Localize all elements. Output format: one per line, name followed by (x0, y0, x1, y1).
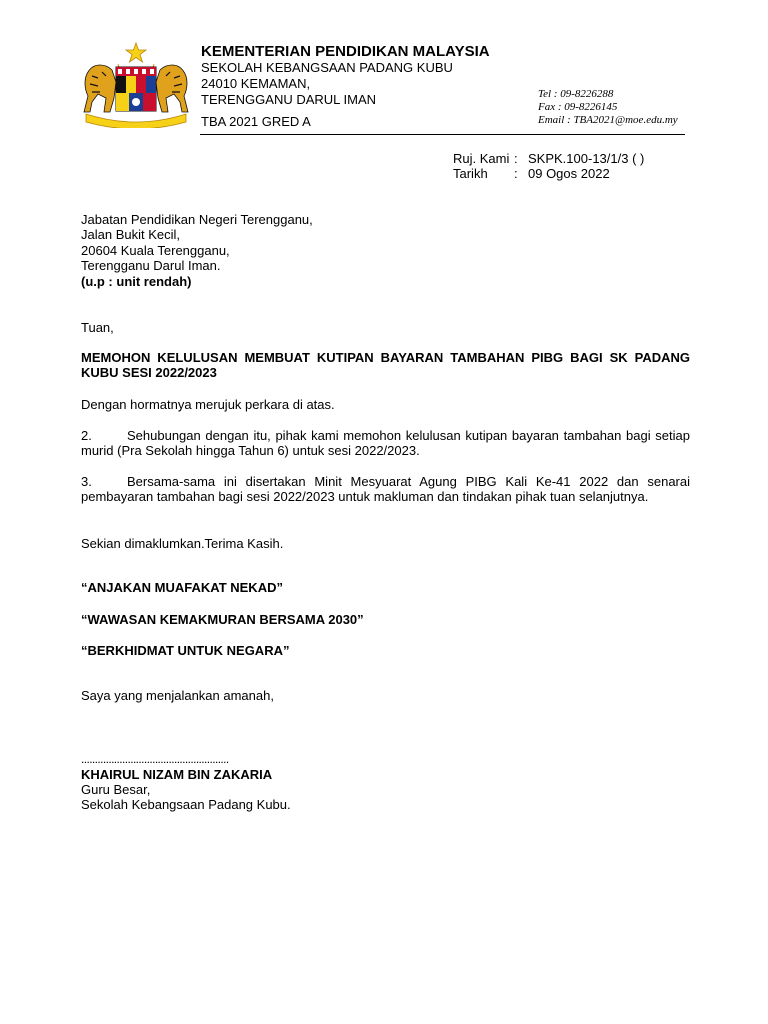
ref-label: Ruj. Kami (453, 151, 510, 166)
signature-line: ...................................................... (81, 752, 229, 766)
letter-subject: MEMOHON KELULUSAN MEMBUAT KUTIPAN BAYARAN TAMBAHAN PIBG BAGI SK PADANG KUBU SESI 2022/2023 (81, 350, 690, 380)
slogan: “ANJAKAN MUAFAKAT NEKAD” (81, 580, 283, 595)
slogan: “WAWASAN KEMAKMURAN BERSAMA 2030” (81, 612, 364, 627)
school-name: SEKOLAH KEBANGSAAN PADANG KUBU (201, 60, 453, 75)
recipient-line: Jalan Bukit Kecil, (81, 227, 180, 243)
contact-fax: Fax : 09-8226145 (538, 101, 618, 113)
signature-intro: Saya yang menjalankan amanah, (81, 688, 274, 703)
date-value: 09 Ogos 2022 (528, 166, 610, 181)
recipient-line: Jabatan Pendidikan Negeri Terengganu, (81, 212, 313, 227)
ref-value: SKPK.100-13/1/3 ( ) (528, 151, 645, 166)
paragraph-number: 3. (81, 474, 92, 489)
paragraph-text: Sehubungan dengan itu, pihak kami memohon kelulusan kutipan bayaran tambahan bagi setiap murid (Pra Sekolah hingga Tahun 6) untuk sesi 2022/2023. (81, 428, 690, 458)
date-separator: : (514, 166, 518, 181)
signatory-organization: Sekolah Kebangsaan Padang Kubu. (81, 797, 291, 812)
school-postcode-town: 24010 KEMAMAN, (201, 76, 311, 91)
school-state: TERENGGANU DARUL IMAN (201, 92, 377, 107)
letterhead-divider (200, 134, 685, 135)
opening-line: Dengan hormatnya merujuk perkara di atas. (81, 397, 335, 412)
paragraph-number: 2. (81, 428, 92, 443)
school-code: TBA 2021 GRED A (201, 114, 311, 129)
ref-separator: : (514, 151, 518, 166)
signatory-name: KHAIRUL NIZAM BIN ZAKARIA (81, 767, 273, 782)
recipient-attention: (u.p : unit rendah) (81, 273, 192, 289)
slogan: “BERKHIDMAT UNTUK NEGARA” (81, 643, 290, 658)
recipient-address (81, 212, 313, 289)
salutation: Tuan, (81, 320, 114, 335)
contact-block (538, 88, 678, 127)
paragraph-2 (81, 428, 690, 458)
ministry-name: KEMENTERIAN PENDIDIKAN MALAYSIA (201, 43, 490, 60)
closing-line: Sekian dimaklumkan.Terima Kasih. (81, 536, 284, 551)
contact-tel: Tel : 09-8226288 (538, 88, 614, 100)
date-label: Tarikh (453, 166, 488, 181)
recipient-line: 20604 Kuala Terengganu, (81, 242, 230, 258)
paragraph-text: Bersama-sama ini disertakan Minit Mesyuarat Agung PIBG Kali Ke-41 2022 dan senarai pembayaran tambahan bagi sesi 2022/2023 untuk makluman dan tindakan pihak tuan selanjutnya. (81, 474, 690, 504)
paragraph-3 (81, 474, 690, 504)
reference-block (453, 151, 644, 181)
malaysia-coat-of-arms-icon (80, 42, 192, 128)
recipient-line: Terengganu Darul Iman. (81, 258, 221, 274)
signatory-title: Guru Besar, (81, 782, 151, 797)
contact-email: Email : TBA2021@moe.edu.my (538, 114, 678, 126)
